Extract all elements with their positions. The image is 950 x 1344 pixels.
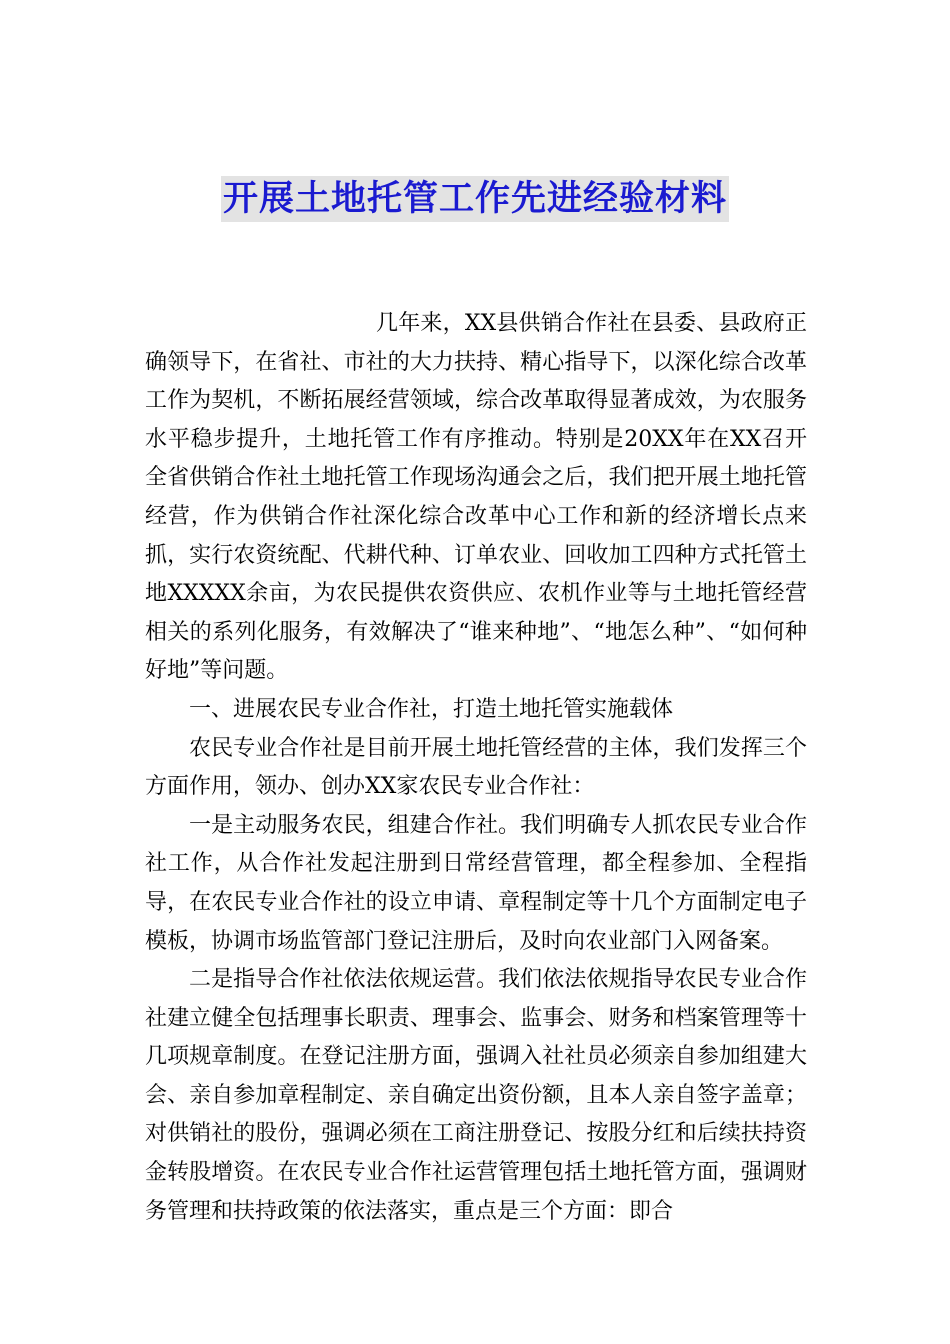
title-block <box>0 176 950 222</box>
body-paragraph: 二是指导合作社依法依规运营。我们依法依规指导农民专业合作社建立健全包括理事长职责、理事会、监事会、财务和档案管理等十几项规章制度。在登记注册方面，强调入社社员必须亲自参加组建大会、亲自参加章程制定、亲自确定出资份额，且本人亲自签字盖章；对供销社的股份，强调必须在工商注册登记、按股分红和后续扶持资金转股增资。在农民专业合作社运营管理包括土地托管方面，强调财务管理和扶持政策的依法落实，重点是三个方面：即合 <box>145 967 807 1224</box>
body-paragraph: 一是主动服务农民，组建合作社。我们明确专人抓农民专业合作社工作，从合作社发起注册到日常经营管理，都全程参加、全程指导，在农民专业合作社的设立申请、章程制定等十几个方面制定电子模板，协调市场监管部门登记注册后，及时向农业部门入网备案。 <box>145 812 807 954</box>
document-title: 开展土地托管工作先进经验材料 <box>221 176 729 222</box>
intro-paragraph: 几年来，XX县供销合作社在县委、县政府正确领导下，在省社、市社的大力扶持、精心指导下，以深化综合改革工作为契机，不断拓展经营领域，综合改革取得显著成效，为农服务水平稳步提升，土地托管工作有序推动。特别是20XX年在XX召开全省供销合作社土地托管工作现场沟通会之后，我们把开展土地托管经营，作为供销合作社深化综合改革中心工作和新的经济增长点来抓，实行农资统配、代耕代种、订单农业、回收加工四种方式托管土地XXXXX余亩，为农民提供农资供应、农机作业等与土地托管经营相关的系列化服务，有效解决了“谁来种地”、“地怎么种”、“如何种好地”等问题。 <box>145 311 807 684</box>
body-paragraph: 农民专业合作社是目前开展土地托管经营的主体，我们发挥三个方面作用，领办、创办XX家农民专业合作社： <box>145 735 807 800</box>
document-body <box>145 305 807 1231</box>
section-heading-1: 一、进展农民专业合作社，打造土地托管实施载体 <box>189 696 674 722</box>
